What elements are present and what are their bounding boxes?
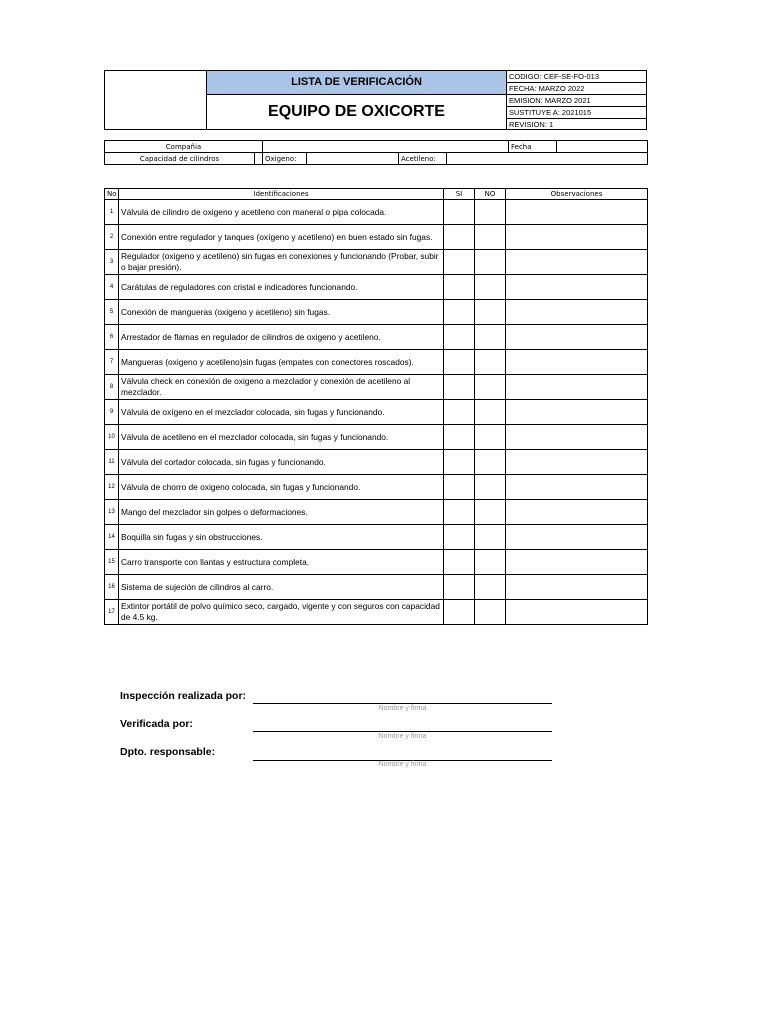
info-table (104, 140, 648, 165)
observations-cell[interactable] (506, 400, 648, 425)
col-si: SI (444, 189, 475, 200)
no-cell[interactable] (475, 250, 506, 275)
si-cell[interactable] (444, 500, 475, 525)
checklist-row (105, 475, 648, 500)
no-cell[interactable] (475, 400, 506, 425)
item-description: Extintor portátil de polvo químico seco, cargado, vigente y con seguros con capacidad de 4.5 kg. (119, 600, 444, 625)
item-description: Carro transporte con llantas y estructura completa. (119, 550, 444, 575)
col-no: No (105, 189, 119, 200)
date-label: Fecha (509, 141, 557, 153)
no-cell[interactable] (475, 375, 506, 400)
observations-cell[interactable] (506, 575, 648, 600)
item-description: Conexión de mangueras (oxigeno y acetileno) sin fugas. (119, 300, 444, 325)
item-number: 13 (105, 500, 119, 525)
item-number: 2 (105, 225, 119, 250)
observations-cell[interactable] (506, 300, 648, 325)
si-cell[interactable] (444, 550, 475, 575)
item-description: Válvula del cortador colocada, sin fugas y funcionando. (119, 450, 444, 475)
item-description: Arrestador de flamas en regulador de cilindros de oxigeno y acetileno. (119, 325, 444, 350)
checklist-row (105, 225, 648, 250)
no-cell[interactable] (475, 300, 506, 325)
checklist-row (105, 350, 648, 375)
item-description: Boquilla sin fugas y sin obstrucciones. (119, 525, 444, 550)
oxygen-label: Oxigeno: (263, 153, 307, 165)
observations-cell[interactable] (506, 200, 648, 225)
checklist-row (105, 425, 648, 450)
si-cell[interactable] (444, 450, 475, 475)
no-cell[interactable] (475, 575, 506, 600)
item-description: Válvula de oxígeno en el mezclador colocada, sin fugas y funcionando. (119, 400, 444, 425)
item-number: 3 (105, 250, 119, 275)
si-cell[interactable] (444, 275, 475, 300)
checklist-row (105, 325, 648, 350)
observations-cell[interactable] (506, 550, 648, 575)
inspection-hint: Nombre y firma (378, 705, 427, 712)
capacity-label: Capacidad de cilindros (105, 153, 255, 165)
observations-cell[interactable] (506, 600, 648, 625)
department-hint: Nombre y firma (378, 761, 427, 768)
si-cell[interactable] (444, 325, 475, 350)
meta-revision: REVISION: 1 (509, 120, 554, 129)
list-title: LISTA DE VERIFICACIÓN (207, 71, 507, 95)
checklist-row (105, 375, 648, 400)
document-title: EQUIPO DE OXICORTE (207, 95, 507, 129)
si-cell[interactable] (444, 200, 475, 225)
checklist-row (105, 550, 648, 575)
no-cell[interactable] (475, 450, 506, 475)
si-cell[interactable] (444, 300, 475, 325)
observations-cell[interactable] (506, 225, 648, 250)
item-description: Válvula de chorro de oxigeno colocada, sin fugas y funcionando. (119, 475, 444, 500)
item-description: Válvula check en conexión de oxigeno a mezclador y conexión de acetileno al mezclador. (119, 375, 444, 400)
item-number: 15 (105, 550, 119, 575)
item-number: 12 (105, 475, 119, 500)
si-cell[interactable] (444, 350, 475, 375)
si-cell[interactable] (444, 425, 475, 450)
item-number: 10 (105, 425, 119, 450)
document-header (104, 70, 647, 130)
observations-cell[interactable] (506, 375, 648, 400)
checklist-header (105, 189, 648, 200)
checklist-row (105, 300, 648, 325)
item-description: Mangueras (oxigeno y acetileno)sin fugas (empates con conectores roscados). (119, 350, 444, 375)
department-label: Dpto. responsable: (120, 746, 216, 758)
verified-signature-line[interactable] (253, 731, 552, 732)
si-cell[interactable] (444, 475, 475, 500)
item-description: Mango del mezclador sin golpes o deformaciones. (119, 500, 444, 525)
inspection-label: Inspección realizada por: (120, 690, 247, 702)
item-number: 7 (105, 350, 119, 375)
checklist-row (105, 575, 648, 600)
item-number: 16 (105, 575, 119, 600)
item-number: 11 (105, 450, 119, 475)
date-field[interactable] (557, 141, 648, 153)
col-no-answer: NO (475, 189, 506, 200)
company-label: Compañia (105, 141, 263, 153)
checklist-row (105, 600, 648, 625)
checklist-row (105, 275, 648, 300)
verified-label: Verificada por: (120, 718, 193, 730)
capacity-spacer (255, 153, 263, 165)
item-number: 4 (105, 275, 119, 300)
checklist-table (104, 188, 648, 625)
item-description: Regulador (oxigeno y acetileno) sin fugas en conexiones y funcionando (Probar, subir o bajar presión). (119, 250, 444, 275)
si-cell[interactable] (444, 600, 475, 625)
oxygen-field[interactable] (307, 153, 399, 165)
no-cell[interactable] (475, 500, 506, 525)
meta-codigo: CODIGO: CEF-SE-FO-013 (507, 71, 646, 83)
item-description: Válvula de cilindro de oxigeno y acetileno con maneral o pipa colocada. (119, 200, 444, 225)
checklist-row (105, 500, 648, 525)
si-cell[interactable] (444, 225, 475, 250)
no-cell[interactable] (475, 350, 506, 375)
item-description: Válvula de acetileno en el mezclador colocada, sin fugas y funcionando. (119, 425, 444, 450)
col-identificaciones: Identificaciones (119, 189, 444, 200)
checklist-row (105, 450, 648, 475)
si-cell[interactable] (444, 250, 475, 275)
observations-cell[interactable] (506, 475, 648, 500)
acetylene-label: Acetileno: (399, 153, 447, 165)
inspection-signature-line[interactable] (253, 703, 552, 704)
item-number: 1 (105, 200, 119, 225)
logo-area (105, 71, 207, 129)
observations-cell[interactable] (506, 275, 648, 300)
item-number: 17 (105, 600, 119, 625)
no-cell[interactable] (475, 225, 506, 250)
no-cell[interactable] (475, 475, 506, 500)
col-observaciones: Observaciones (506, 189, 648, 200)
item-number: 9 (105, 400, 119, 425)
no-cell[interactable] (475, 550, 506, 575)
meta-fecha: FECHA: MARZO 2022 (507, 83, 646, 95)
si-cell[interactable] (444, 575, 475, 600)
no-cell[interactable] (475, 200, 506, 225)
item-description: Carátulas de reguladores con cristal e indicadores funcionando. (119, 275, 444, 300)
acetylene-field[interactable] (447, 153, 648, 165)
observations-cell[interactable] (506, 250, 648, 275)
observations-cell[interactable] (506, 500, 648, 525)
item-description: Sistema de sujeción de cilindros al carro. (119, 575, 444, 600)
verified-hint: Nombre y firma (378, 733, 427, 740)
item-description: Conexión entre regulador y tanques (oxígeno y acetileno) en buen estado sin fugas. (119, 225, 444, 250)
si-cell[interactable] (444, 400, 475, 425)
item-number: 5 (105, 300, 119, 325)
no-cell[interactable] (475, 525, 506, 550)
item-number: 8 (105, 375, 119, 400)
meta-sustituye: SUSTITUYE A: 2021015 (507, 107, 646, 119)
meta-emision: EMISION: MARZO 2021 (507, 95, 646, 107)
observations-cell[interactable] (506, 350, 648, 375)
observations-cell[interactable] (506, 325, 648, 350)
checklist-row (105, 250, 648, 275)
checklist-row (105, 400, 648, 425)
company-field[interactable] (263, 141, 509, 153)
checklist-row (105, 200, 648, 225)
item-number: 6 (105, 325, 119, 350)
item-number: 14 (105, 525, 119, 550)
no-cell[interactable] (475, 325, 506, 350)
no-cell[interactable] (475, 600, 506, 625)
observations-cell[interactable] (506, 525, 648, 550)
observations-cell[interactable] (506, 425, 648, 450)
observations-cell[interactable] (506, 450, 648, 475)
si-cell[interactable] (444, 525, 475, 550)
no-cell[interactable] (475, 275, 506, 300)
checklist-row (105, 525, 648, 550)
no-cell[interactable] (475, 425, 506, 450)
si-cell[interactable] (444, 375, 475, 400)
